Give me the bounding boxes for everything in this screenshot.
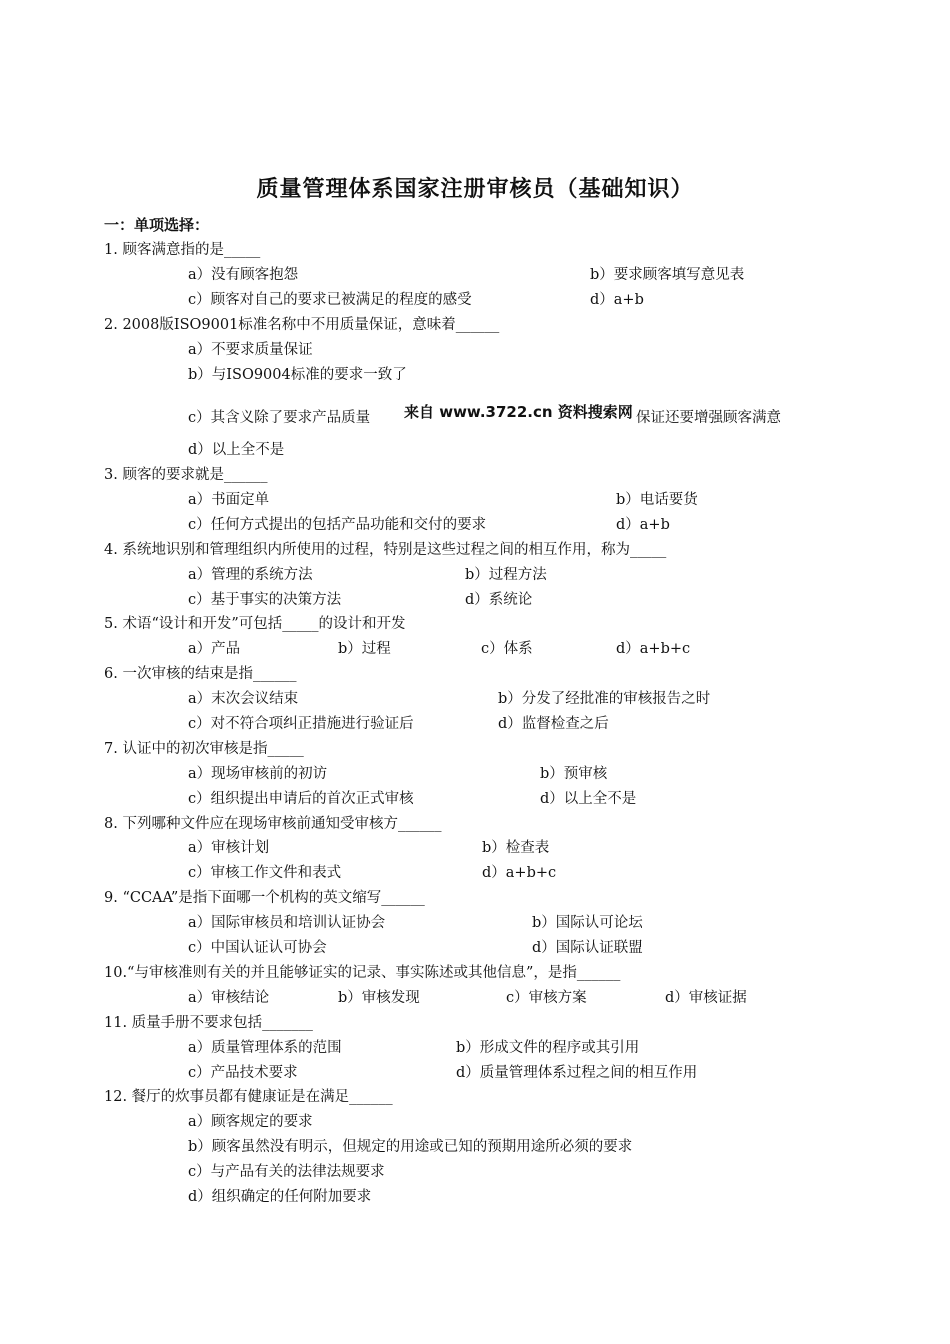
- option-c: c）顾客对自己的要求已被满足的程度的感受: [188, 292, 472, 308]
- option-b: b）国际认可论坛: [532, 915, 643, 931]
- option-d: d）国际认证联盟: [532, 940, 643, 956]
- option-a: a）质量管理体系的范围: [188, 1040, 342, 1056]
- option-d: d）a+b+c: [482, 865, 557, 881]
- option-b: b）检查表: [482, 840, 550, 856]
- question-stem: 8. 下列哪种文件应在现场审核前通知受审核方______: [104, 816, 442, 832]
- option-b: b）审核发现: [338, 990, 420, 1006]
- option-d: d）系统论: [465, 592, 533, 608]
- option-d: d）以上全不是: [188, 442, 285, 458]
- option-a: a）顾客规定的要求: [188, 1114, 313, 1130]
- question-stem: 9. “CCAA”是指下面哪一个机构的英文缩写______: [104, 890, 425, 906]
- question-stem: 3. 顾客的要求就是______: [104, 467, 268, 483]
- question-stem: 10.“与审核准则有关的并且能够证实的记录、事实陈述或其他信息”，是指______: [104, 965, 621, 981]
- question-stem: 1. 顾客满意指的是_____: [104, 242, 261, 258]
- option-a: a）现场审核前的初访: [188, 766, 328, 782]
- option-a: a）书面定单: [188, 492, 270, 508]
- option-d: d）a+b+c: [616, 641, 691, 657]
- option-c: c）组织提出申请后的首次正式审核: [188, 791, 414, 807]
- option-b: b）分发了经批准的审核报告之时: [498, 691, 711, 707]
- question-stem: 6. 一次审核的结束是指______: [104, 666, 297, 682]
- option-b: b）顾客虽然没有明示，但规定的用途或已知的预期用途所必须的要求: [188, 1139, 633, 1155]
- option-c-continued: 保证还要增强顾客满意: [636, 410, 781, 426]
- watermark-text: 来自 www.3722.cn 资料搜索网: [404, 403, 633, 421]
- option-b: b）要求顾客填写意见表: [590, 267, 745, 283]
- option-d: d）审核证据: [665, 990, 747, 1006]
- option-a: a）国际审核员和培训认证协会: [188, 915, 386, 931]
- option-b: b）形成文件的程序或其引用: [456, 1040, 640, 1056]
- option-c: c）对不符合项纠正措施进行验证后: [188, 716, 414, 732]
- question-stem: 12. 餐厅的炊事员都有健康证是在满足______: [104, 1089, 393, 1105]
- option-d: d）a+b: [616, 517, 670, 533]
- option-a: a）管理的系统方法: [188, 567, 313, 583]
- option-d: d）以上全不是: [540, 791, 637, 807]
- question-stem: 7. 认证中的初次审核是指_____: [104, 741, 304, 757]
- option-a: a）末次会议结束: [188, 691, 299, 707]
- option-d: d）a+b: [590, 292, 644, 308]
- question-stem: 4. 系统地识别和管理组织内所使用的过程，特别是这些过程之间的相互作用，称为_____: [104, 542, 667, 558]
- option-a: a）没有顾客抱怨: [188, 267, 299, 283]
- option-d: d）监督检查之后: [498, 716, 609, 732]
- option-c: c）审核工作文件和表式: [188, 865, 342, 881]
- option-c: c）中国认证认可协会: [188, 940, 327, 956]
- section-heading: 一：单项选择：: [104, 216, 210, 234]
- option-a: a）产品: [188, 641, 241, 657]
- option-c: c）任何方式提出的包括产品功能和交付的要求: [188, 517, 487, 533]
- page-title: 质量管理体系国家注册审核员（基础知识）: [256, 177, 694, 202]
- option-d: d）组织确定的任何附加要求: [188, 1189, 372, 1205]
- option-b: b）过程: [338, 641, 391, 657]
- option-b: b）与ISO9004标准的要求一致了: [188, 367, 407, 383]
- option-a: a）审核结论: [188, 990, 270, 1006]
- option-c: c）体系: [481, 641, 533, 657]
- question-stem: 5. 术语“设计和开发”可包括_____的设计和开发: [104, 616, 406, 632]
- option-c: c）产品技术要求: [188, 1065, 298, 1081]
- option-c: c）审核方案: [506, 990, 587, 1006]
- option-c: c）基于事实的决策方法: [188, 592, 342, 608]
- option-d: d）质量管理体系过程之间的相互作用: [456, 1065, 698, 1081]
- option-c: c）与产品有关的法律法规要求: [188, 1164, 385, 1180]
- option-b: b）过程方法: [465, 567, 547, 583]
- option-b: b）预审核: [540, 766, 608, 782]
- option-b: b）电话要货: [616, 492, 698, 508]
- option-a: a）审核计划: [188, 840, 270, 856]
- option-c: c）其含义除了要求产品质量: [188, 410, 371, 426]
- question-stem: 2. 2008版ISO9001标准名称中不用质量保证，意味着______: [104, 317, 500, 333]
- question-stem: 11. 质量手册不要求包括_______: [104, 1015, 313, 1031]
- option-a: a）不要求质量保证: [188, 342, 313, 358]
